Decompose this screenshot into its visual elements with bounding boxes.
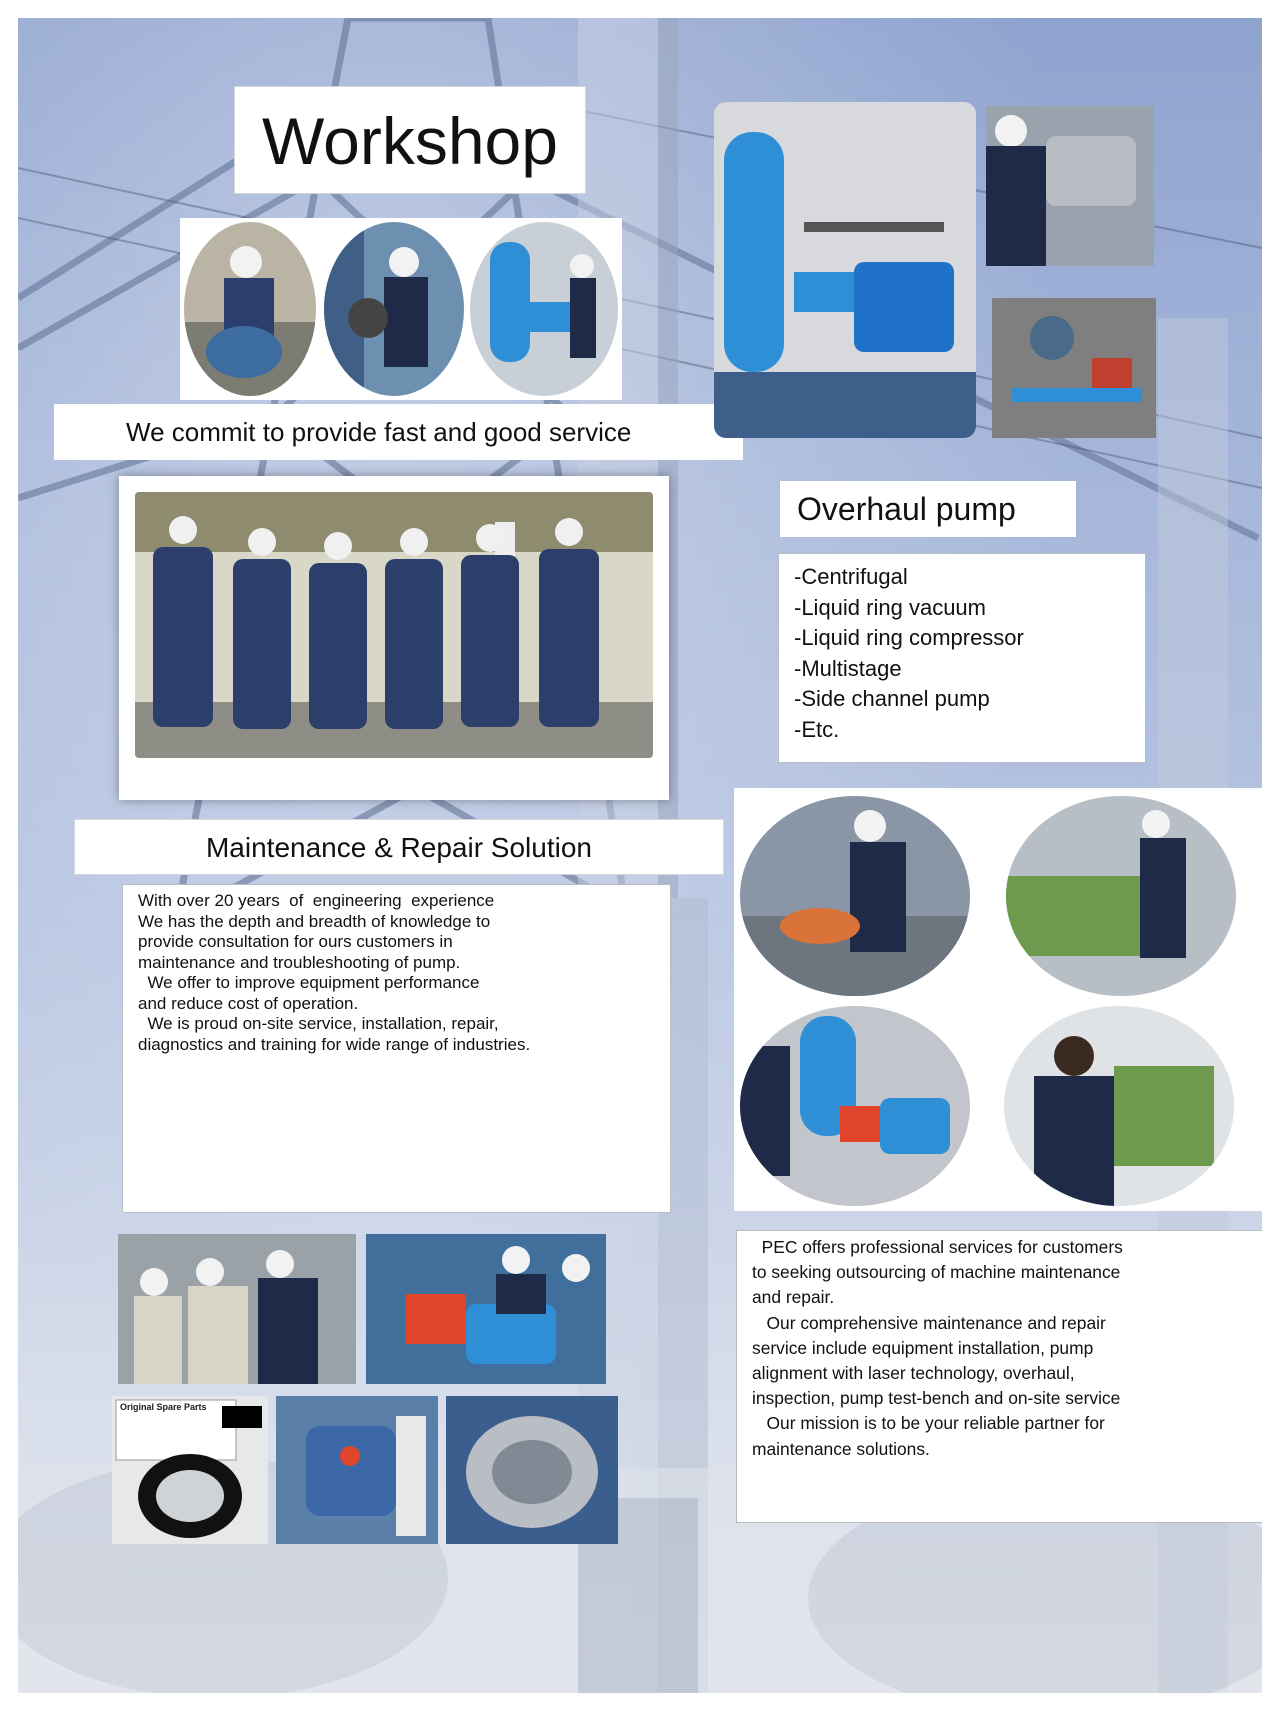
onsite-inspection-photo (118, 1234, 356, 1384)
technician-circle-photos (734, 788, 1262, 1211)
text-line: With over 20 years of engineering experience (138, 891, 495, 910)
list-item: -Liquid ring vacuum (794, 594, 986, 620)
pump-repair-photo (366, 1234, 606, 1384)
text-line: inspection, pump test-bench and on-site service (752, 1388, 1121, 1409)
workshop-title: Workshop (234, 86, 586, 194)
maintenance-repair-title: Maintenance & Repair Solution (74, 819, 724, 875)
lathe-operation-photo (1006, 796, 1236, 996)
text-line: diagnostics and training for wide range of industries. (138, 1034, 531, 1054)
spare-parts-photo (112, 1396, 268, 1544)
motor-alignment-photo (986, 106, 1154, 266)
list-item: -Etc. (794, 716, 840, 742)
text-line: We offer to improve equipment performance (138, 973, 480, 992)
compressor-piping-photo (992, 298, 1156, 438)
overhaul-pump-title: Overhaul pump (780, 481, 1076, 537)
text-line: and reduce cost of operation. (138, 993, 359, 1013)
workshop-oval-photos (180, 218, 622, 400)
text-line: service include equipment installation, pump (752, 1337, 1094, 1358)
text-line: We is proud on-site service, installation, repair, (138, 1014, 499, 1033)
text-line: Our mission is to be your reliable partner for (752, 1413, 1105, 1434)
list-item: -Multistage (794, 655, 902, 681)
list-item: -Side channel pump (794, 686, 990, 711)
list-item: -Centrifugal (794, 564, 908, 589)
vacuum-pump-station-photo (714, 102, 976, 438)
pec-services-text (736, 1230, 1262, 1523)
text-line: maintenance solutions. (752, 1438, 930, 1459)
commitment-banner: We commit to provide fast and good service (54, 404, 743, 460)
technician-bench-photo (740, 796, 970, 996)
spare-parts-label: Original Spare Parts (120, 1402, 207, 1412)
pump-test-bench-photo (740, 1006, 970, 1206)
technician-photo-1 (184, 222, 316, 396)
technician-photo-2 (324, 222, 464, 396)
team-photo-frame (119, 476, 669, 800)
text-line: to seeking outsourcing of machine maintenance (752, 1262, 1121, 1283)
gear-motor-photo (276, 1396, 438, 1544)
pump-inspection-photo (1004, 1006, 1234, 1206)
list-item: -Liquid ring compressor (794, 625, 1024, 650)
text-line: provide consultation for ours customers in (138, 932, 453, 951)
overhaul-pump-list (778, 553, 1146, 763)
text-line: alignment with laser technology, overhaul, (752, 1363, 1075, 1384)
maintenance-repair-text (122, 884, 671, 1213)
text-line: PEC offers professional services for customers (752, 1237, 1123, 1257)
pump-casing-photo (446, 1396, 618, 1544)
poster (18, 18, 1262, 1693)
text-line: Our comprehensive maintenance and repair (752, 1312, 1106, 1333)
text-line: maintenance and troubleshooting of pump. (138, 952, 461, 972)
text-line: We has the depth and breadth of knowledge to (138, 911, 491, 931)
technician-photo-3 (470, 222, 618, 396)
team-photo (135, 492, 653, 758)
text-line: and repair. (752, 1287, 835, 1308)
